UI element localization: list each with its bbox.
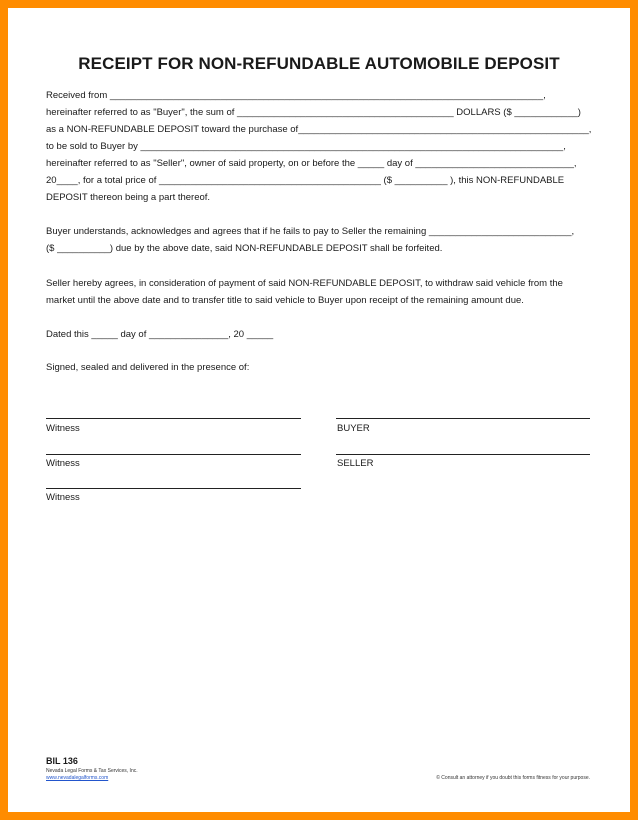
sold-to-buyer-line: to be sold to Buyer by ________________________________________________________________________________, xyxy=(46,141,566,152)
buyer-label: BUYER xyxy=(337,423,370,434)
deposit-purchase-line: as a NON-REFUNDABLE DEPOSIT toward the purchase of_______________________________________________________, xyxy=(46,124,592,135)
received-from-line: Received from __________________________________________________________________________________, xyxy=(46,90,546,101)
document-page xyxy=(8,8,630,812)
seller-signature-line xyxy=(336,454,590,455)
signed-line: Signed, sealed and delivered in the presence of: xyxy=(46,362,250,373)
website-link[interactable]: www.nevadalegalforms.com xyxy=(46,775,109,781)
witness2-label: Witness xyxy=(46,458,80,469)
document-title: RECEIPT FOR NON-REFUNDABLE AUTOMOBILE DEPOSIT xyxy=(78,54,560,73)
forfeited-line: ($ __________) due by the above date, said NON-REFUNDABLE DEPOSIT shall be forfeited. xyxy=(46,243,443,254)
seller-agrees-line: Seller hereby agrees, in consideration of payment of said NON-REFUNDABLE DEPOSIT, to withdraw said vehicle from the xyxy=(46,278,563,289)
dated-line: Dated this _____ day of _______________, 20 _____ xyxy=(46,329,274,340)
witness1-label: Witness xyxy=(46,423,80,434)
seller-label: SELLER xyxy=(337,458,374,469)
total-price-line: 20____, for a total price of __________________________________________ ($ __________ ), this NON-REFUNDABLE xyxy=(46,175,565,186)
witness3-signature-line xyxy=(46,488,301,489)
transfer-title-line: market until the above date and to transfer title to said vehicle to Buyer upon receipt of the remaining amount due. xyxy=(46,295,524,306)
witness3-label: Witness xyxy=(46,492,80,503)
witness1-signature-line xyxy=(46,418,301,419)
company-name: Nevada Legal Forms & Tax Services, Inc. xyxy=(46,768,138,774)
form-code: BIL 136 xyxy=(46,756,78,766)
buyer-understands-line: Buyer understands, acknowledges and agrees that if he fails to pay to Seller the remaining ___________________________, xyxy=(46,226,575,237)
deposit-part-line: DEPOSIT thereon being a part thereof. xyxy=(46,192,211,203)
witness2-signature-line xyxy=(46,454,301,455)
seller-owner-line: hereinafter referred to as "Seller", owner of said property, on or before the _____ day of ______________________________, xyxy=(46,158,577,169)
buyer-sum-line: hereinafter referred to as "Buyer", the sum of _________________________________________ DOLLARS ($ ____________) xyxy=(46,107,581,118)
disclaimer-text: © Consult an attorney if you doubt this forms fitness for your purpose. xyxy=(436,775,590,781)
buyer-signature-line xyxy=(336,418,590,419)
